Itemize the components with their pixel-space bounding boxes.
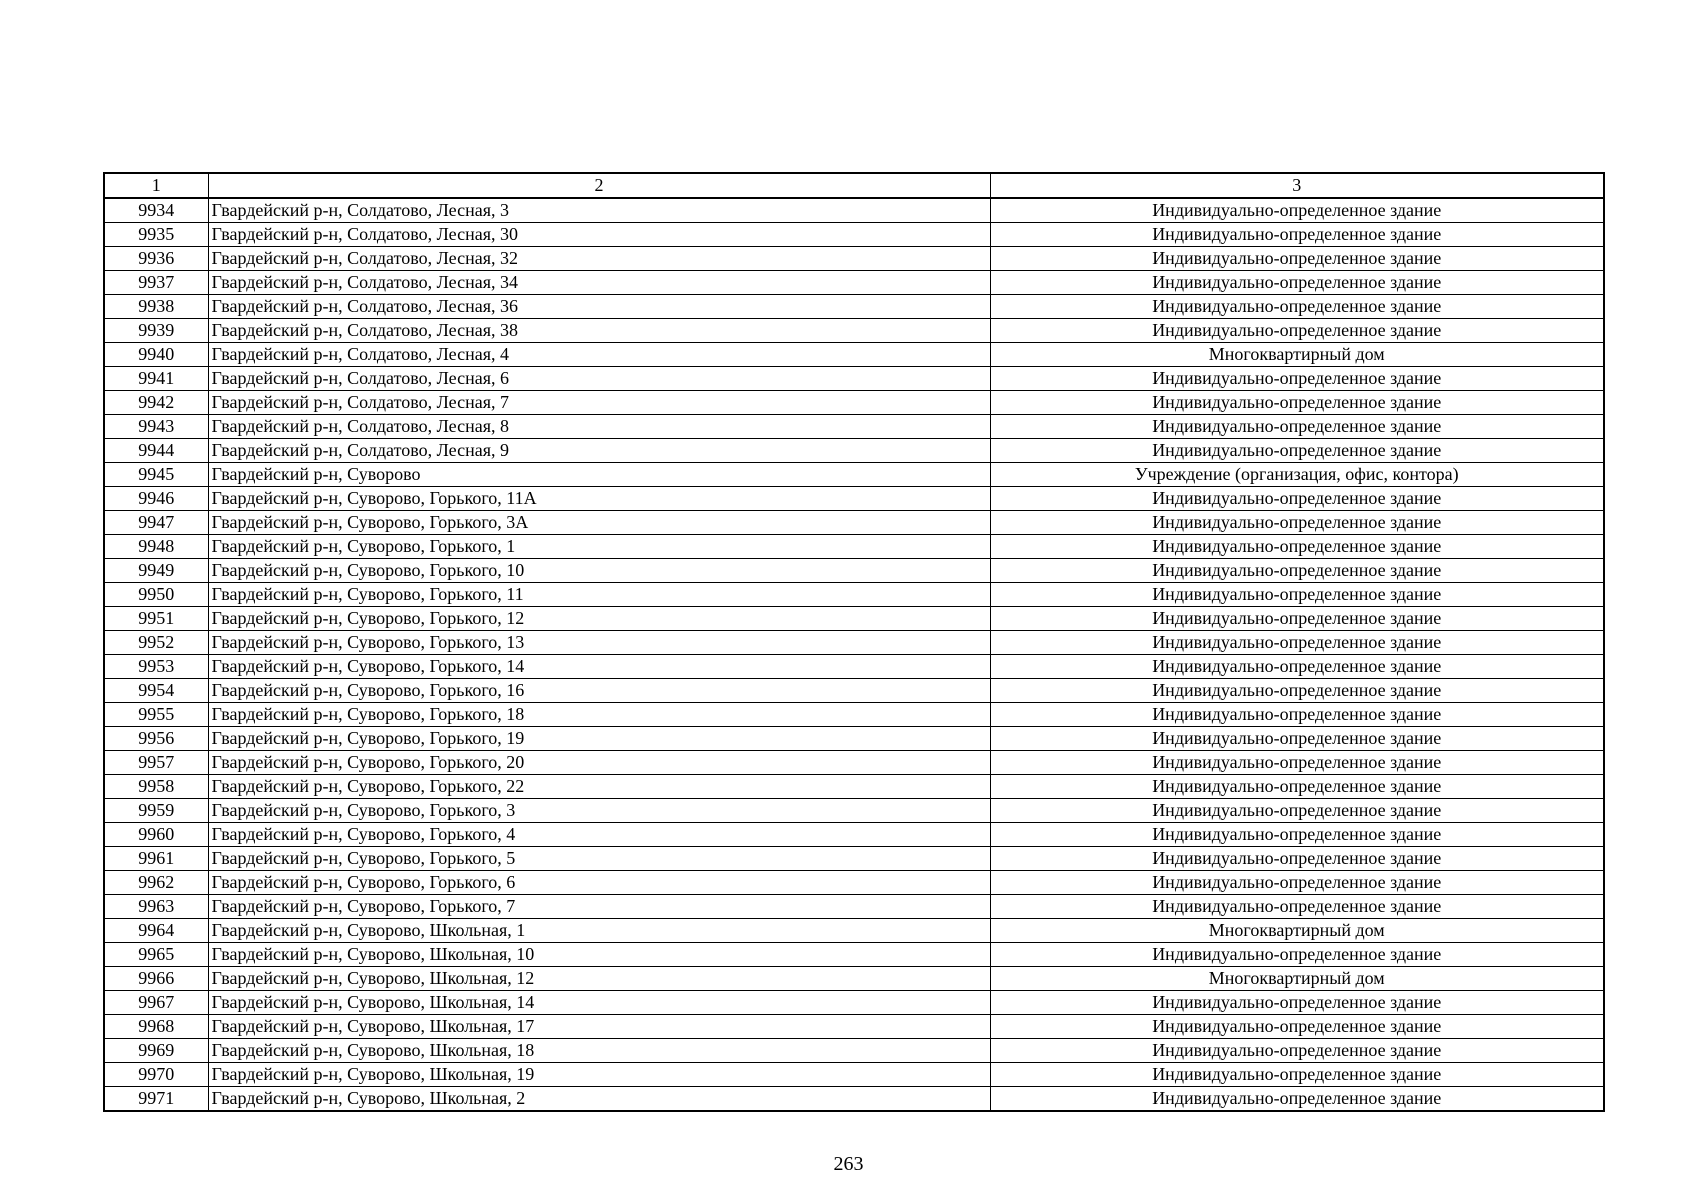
row-number-cell: 9957 [104,751,208,775]
table-row [104,847,1604,871]
table-row [104,295,1604,319]
address-cell: Гвардейский р-н, Суворово, Горького, 18 [208,703,990,727]
column-number-2: 2 [208,173,990,198]
address-cell: Гвардейский р-н, Суворово, Школьная, 12 [208,967,990,991]
table-row [104,367,1604,391]
row-number-cell: 9953 [104,655,208,679]
address-cell: Гвардейский р-н, Суворово, Горького, 5 [208,847,990,871]
object-type-cell: Индивидуально-определенное здание [990,799,1604,823]
table-row [104,271,1604,295]
address-cell: Гвардейский р-н, Суворово, Горького, 11 [208,583,990,607]
row-number-cell: 9960 [104,823,208,847]
address-cell: Гвардейский р-н, Суворово, Горького, 22 [208,775,990,799]
object-type-cell: Индивидуально-определенное здание [990,487,1604,511]
column-number-3: 3 [990,173,1604,198]
row-number-cell: 9936 [104,247,208,271]
row-number-cell: 9948 [104,535,208,559]
row-number-cell: 9956 [104,727,208,751]
object-type-cell: Индивидуально-определенное здание [990,583,1604,607]
address-cell: Гвардейский р-н, Солдатово, Лесная, 7 [208,391,990,415]
object-type-cell: Индивидуально-определенное здание [990,198,1604,223]
column-number-row [104,173,1604,198]
table-row [104,559,1604,583]
object-type-cell: Индивидуально-определенное здание [990,991,1604,1015]
address-cell: Гвардейский р-н, Солдатово, Лесная, 38 [208,319,990,343]
object-type-cell: Многоквартирный дом [990,967,1604,991]
object-type-cell: Индивидуально-определенное здание [990,1087,1604,1112]
row-number-cell: 9958 [104,775,208,799]
row-number-cell: 9969 [104,1039,208,1063]
object-type-cell: Индивидуально-определенное здание [990,367,1604,391]
registry-table [103,172,1605,1112]
row-number-cell: 9967 [104,991,208,1015]
object-type-cell: Индивидуально-определенное здание [990,703,1604,727]
object-type-cell: Индивидуально-определенное здание [990,1039,1604,1063]
address-cell: Гвардейский р-н, Суворово, Школьная, 10 [208,943,990,967]
row-number-cell: 9952 [104,631,208,655]
row-number-cell: 9950 [104,583,208,607]
object-type-cell: Индивидуально-определенное здание [990,823,1604,847]
row-number-cell: 9946 [104,487,208,511]
row-number-cell: 9961 [104,847,208,871]
object-type-cell: Индивидуально-определенное здание [990,439,1604,463]
object-type-cell: Индивидуально-определенное здание [990,391,1604,415]
table-row [104,415,1604,439]
table-row [104,751,1604,775]
object-type-cell: Индивидуально-определенное здание [990,415,1604,439]
registry-table-body [104,173,1604,1111]
object-type-cell: Индивидуально-определенное здание [990,319,1604,343]
address-cell: Гвардейский р-н, Суворово, Горького, 12 [208,607,990,631]
table-row [104,919,1604,943]
table-row [104,1015,1604,1039]
table-row [104,583,1604,607]
row-number-cell: 9963 [104,895,208,919]
table-row [104,463,1604,487]
object-type-cell: Индивидуально-определенное здание [990,679,1604,703]
row-number-cell: 9939 [104,319,208,343]
address-cell: Гвардейский р-н, Суворово, Горького, 19 [208,727,990,751]
table-row [104,775,1604,799]
object-type-cell: Индивидуально-определенное здание [990,1015,1604,1039]
table-row [104,223,1604,247]
row-number-cell: 9940 [104,343,208,367]
row-number-cell: 9965 [104,943,208,967]
table-row [104,535,1604,559]
object-type-cell: Индивидуально-определенное здание [990,895,1604,919]
address-cell: Гвардейский р-н, Солдатово, Лесная, 32 [208,247,990,271]
address-cell: Гвардейский р-н, Суворово, Горького, 14 [208,655,990,679]
table-row [104,198,1604,223]
table-row [104,799,1604,823]
row-number-cell: 9945 [104,463,208,487]
object-type-cell: Индивидуально-определенное здание [990,223,1604,247]
row-number-cell: 9970 [104,1063,208,1087]
table-row [104,511,1604,535]
row-number-cell: 9935 [104,223,208,247]
table-row [104,631,1604,655]
address-cell: Гвардейский р-н, Суворово, Школьная, 17 [208,1015,990,1039]
address-cell: Гвардейский р-н, Суворово, Школьная, 14 [208,991,990,1015]
object-type-cell: Индивидуально-определенное здание [990,871,1604,895]
object-type-cell: Индивидуально-определенное здание [990,775,1604,799]
row-number-cell: 9971 [104,1087,208,1112]
row-number-cell: 9954 [104,679,208,703]
table-row [104,607,1604,631]
row-number-cell: 9949 [104,559,208,583]
address-cell: Гвардейский р-н, Солдатово, Лесная, 6 [208,367,990,391]
address-cell: Гвардейский р-н, Суворово, Горького, 10 [208,559,990,583]
address-cell: Гвардейский р-н, Суворово, Горького, 3 [208,799,990,823]
address-cell: Гвардейский р-н, Солдатово, Лесная, 9 [208,439,990,463]
table-row [104,943,1604,967]
address-cell: Гвардейский р-н, Суворово, Горького, 20 [208,751,990,775]
object-type-cell: Индивидуально-определенное здание [990,943,1604,967]
table-row [104,679,1604,703]
table-row [104,991,1604,1015]
address-cell: Гвардейский р-н, Суворово, Горького, 11А [208,487,990,511]
address-cell: Гвардейский р-н, Суворово, Горького, 4 [208,823,990,847]
table-row [104,1063,1604,1087]
address-cell: Гвардейский р-н, Суворово, Школьная, 18 [208,1039,990,1063]
object-type-cell: Индивидуально-определенное здание [990,631,1604,655]
table-row [104,895,1604,919]
row-number-cell: 9959 [104,799,208,823]
object-type-cell: Индивидуально-определенное здание [990,535,1604,559]
object-type-cell: Индивидуально-определенное здание [990,511,1604,535]
table-row [104,967,1604,991]
table-row [104,1087,1604,1112]
row-number-cell: 9937 [104,271,208,295]
table-row [104,343,1604,367]
address-cell: Гвардейский р-н, Солдатово, Лесная, 34 [208,271,990,295]
address-cell: Гвардейский р-н, Суворово, Горького, 13 [208,631,990,655]
object-type-cell: Индивидуально-определенное здание [990,847,1604,871]
object-type-cell: Индивидуально-определенное здание [990,727,1604,751]
address-cell: Гвардейский р-н, Суворово, Горького, 1 [208,535,990,559]
address-cell: Гвардейский р-н, Суворово, Горького, 6 [208,871,990,895]
table-row [104,439,1604,463]
address-cell: Гвардейский р-н, Суворово, Горького, 3А [208,511,990,535]
row-number-cell: 9944 [104,439,208,463]
row-number-cell: 9966 [104,967,208,991]
table-row [104,727,1604,751]
table-row [104,247,1604,271]
address-cell: Гвардейский р-н, Суворово, Школьная, 1 [208,919,990,943]
column-number-1: 1 [104,173,208,198]
object-type-cell: Индивидуально-определенное здание [990,607,1604,631]
address-cell: Гвардейский р-н, Суворово, Горького, 16 [208,679,990,703]
object-type-cell: Многоквартирный дом [990,343,1604,367]
object-type-cell: Индивидуально-определенное здание [990,655,1604,679]
address-cell: Гвардейский р-н, Суворово, Горького, 7 [208,895,990,919]
address-cell: Гвардейский р-н, Солдатово, Лесная, 30 [208,223,990,247]
address-cell: Гвардейский р-н, Солдатово, Лесная, 4 [208,343,990,367]
address-cell: Гвардейский р-н, Суворово, Школьная, 19 [208,1063,990,1087]
address-cell: Гвардейский р-н, Суворово [208,463,990,487]
row-number-cell: 9938 [104,295,208,319]
row-number-cell: 9964 [104,919,208,943]
row-number-cell: 9934 [104,198,208,223]
row-number-cell: 9947 [104,511,208,535]
table-row [104,319,1604,343]
table-row [104,655,1604,679]
object-type-cell: Индивидуально-определенное здание [990,295,1604,319]
object-type-cell: Индивидуально-определенное здание [990,271,1604,295]
object-type-cell: Индивидуально-определенное здание [990,247,1604,271]
address-cell: Гвардейский р-н, Солдатово, Лесная, 8 [208,415,990,439]
object-type-cell: Индивидуально-определенное здание [990,751,1604,775]
object-type-cell: Учреждение (организация, офис, контора) [990,463,1604,487]
table-row [104,823,1604,847]
table-row [104,487,1604,511]
row-number-cell: 9955 [104,703,208,727]
row-number-cell: 9941 [104,367,208,391]
page-number: 263 [833,1153,864,1175]
table-row [104,1039,1604,1063]
row-number-cell: 9942 [104,391,208,415]
table-row [104,871,1604,895]
row-number-cell: 9968 [104,1015,208,1039]
row-number-cell: 9962 [104,871,208,895]
object-type-cell: Индивидуально-определенное здание [990,559,1604,583]
table-row [104,391,1604,415]
address-cell: Гвардейский р-н, Солдатово, Лесная, 36 [208,295,990,319]
object-type-cell: Многоквартирный дом [990,919,1604,943]
row-number-cell: 9951 [104,607,208,631]
object-type-cell: Индивидуально-определенное здание [990,1063,1604,1087]
address-cell: Гвардейский р-н, Солдатово, Лесная, 3 [208,198,990,223]
table-row [104,703,1604,727]
row-number-cell: 9943 [104,415,208,439]
address-cell: Гвардейский р-н, Суворово, Школьная, 2 [208,1087,990,1112]
